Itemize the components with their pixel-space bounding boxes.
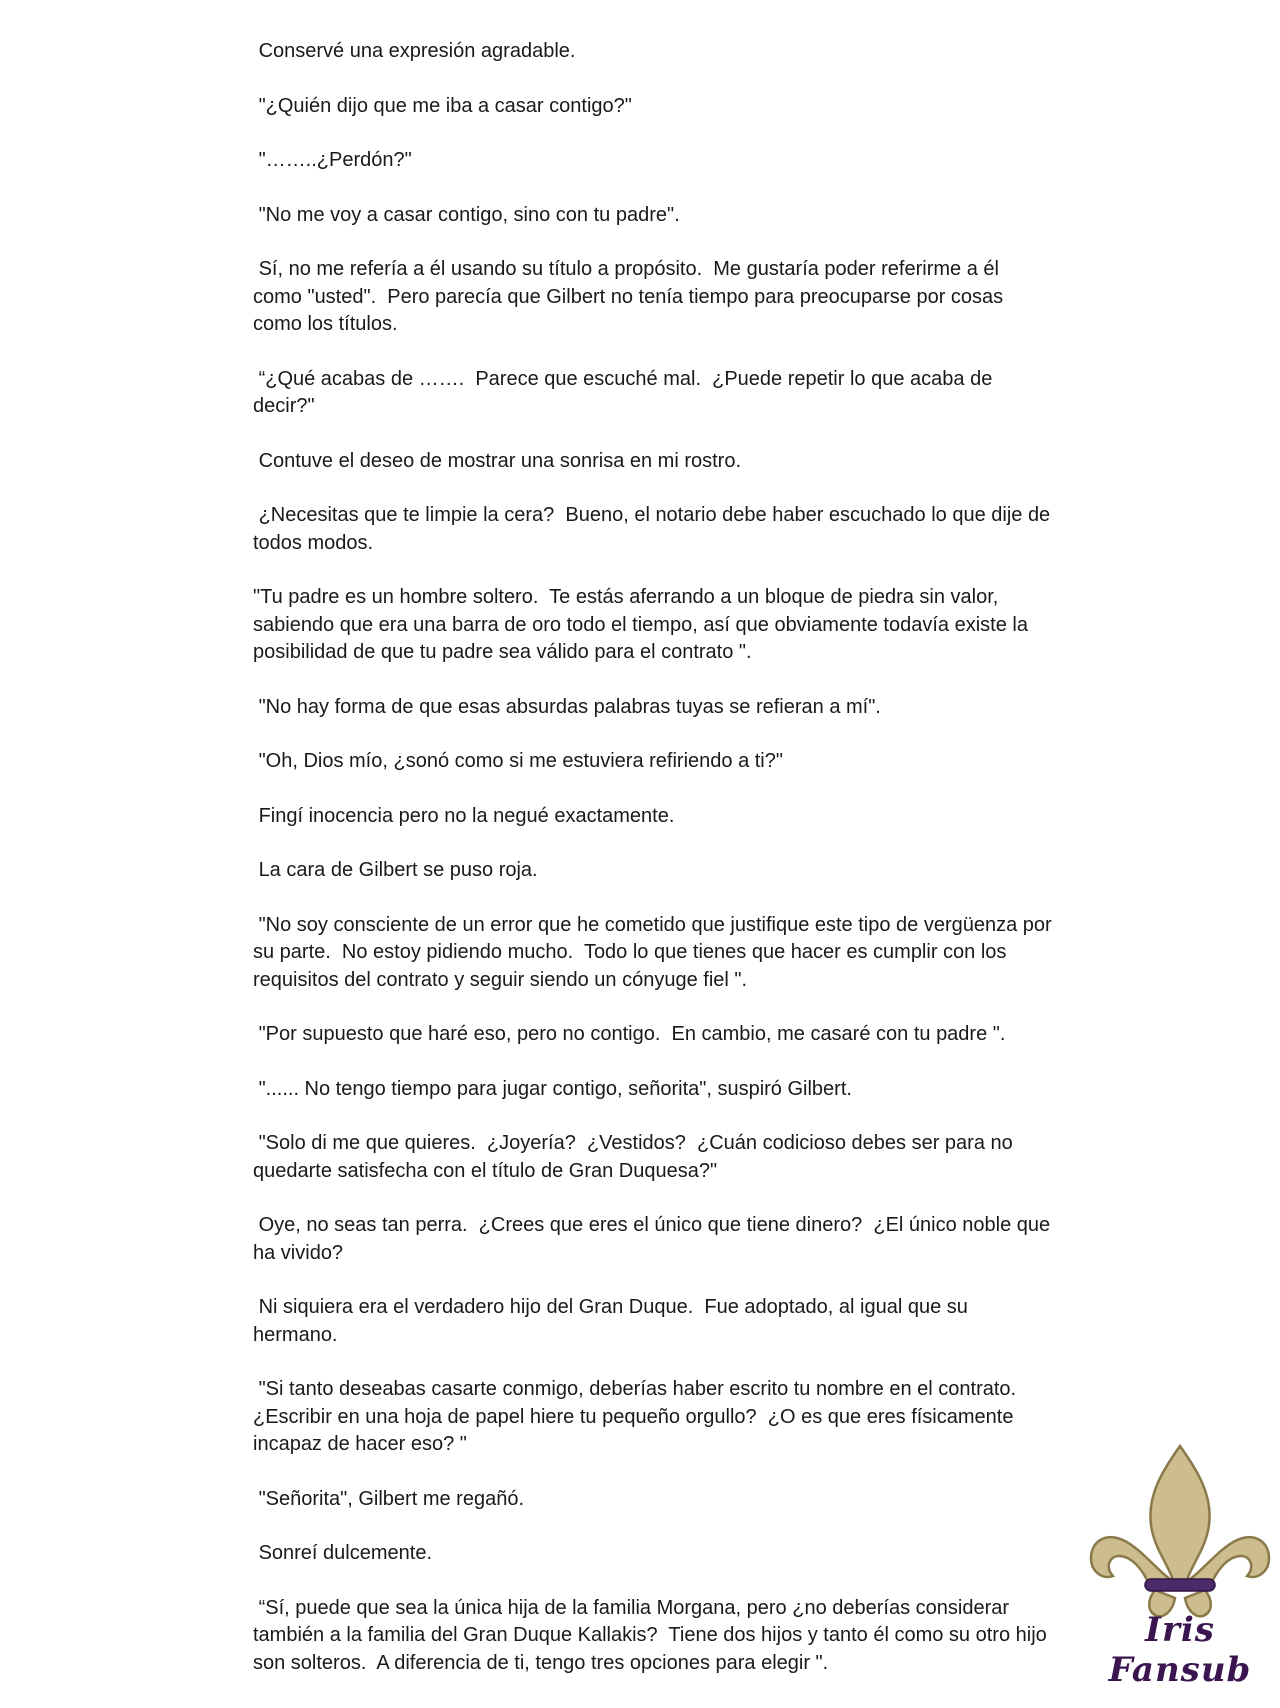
paragraph: "...... No tengo tiempo para jugar contigo, señorita", suspiró Gilbert. [253,1077,852,1100]
paragraph: "Tu padre es un hombre soltero. Te estás aferrando a un bloque de piedra sin valor, sabiendo que era una barra de oro todo el tiempo, así que obviamente todavía existe la posibilidad de que tu padre sea válido para el contrato ". [253,586,1034,663]
paragraph: "Por supuesto que haré eso, pero no contigo. En cambio, me casaré con tu padre ". [253,1023,1006,1045]
paragraph: "Señorita", Gilbert me regañó. [253,1487,525,1510]
paragraph: "Solo di me que quieres. ¿Joyería? ¿Vestidos? ¿Cuán codicioso debes ser para no quedarte satisfecha con el título de Gran Duquesa?" [253,1132,1019,1182]
paragraph: Sí, no me refería a él usando su título a propósito. Me gustaría poder referirme a él como "usted". Pero parecía que Gilbert no tenía tiempo para preocuparse por cosas como los títulos. [253,258,1009,335]
paragraph: "Si tanto deseabas casarte conmigo, deberías haber escrito tu nombre en el contrato. ¿Escribir en una hoja de papel hiere tu pequeño orgullo? ¿O es que eres físicamente incapaz de hacer eso? " [253,1378,1028,1455]
paragraph: "No me voy a casar contigo, sino con tu padre". [253,203,680,226]
paragraph: "No soy consciente de un error que he cometido que justifique este tipo de vergüenza por su parte. No estoy pidiendo mucho. Todo lo que tienes que hacer es cumplir con los requisitos del contrato y seguir siendo un cónyuge fiel ". [253,913,1058,991]
watermark-text: Iris Fansub [1108,1610,1252,1690]
paragraph: "No hay forma de que esas absurdas palabras tuyas se refieran a mí". [253,695,881,718]
paragraph: Fingí inocencia pero no la negué exactamente. [253,804,675,827]
fleur-de-lis-icon [1085,1440,1275,1630]
paragraph: “Sí, puede que sea la única hija de la familia Morgana, pero ¿no deberías considerar también a la familia del Gran Duque Kallakis? Tiene dos hijos y tanto él como su otro hijo son solteros. A diferencia de ti, tengo tres opciones para elegir ". [253,1596,1053,1674]
watermark-logo [1085,1440,1275,1700]
paragraph: Contuve el deseo de mostrar una sonrisa en mi rostro. [253,449,742,472]
paragraph: Sonreí dulcemente. [253,1542,432,1564]
paragraph: "Oh, Dios mío, ¿sonó como si me estuviera refiriendo a ti?" [253,750,783,772]
paragraph: “¿Qué acabas de ……. Parece que escuché mal. ¿Puede repetir lo que acaba de decir?" [253,367,998,417]
paragraph: ¿Necesitas que te limpie la cera? Bueno, el notario debe haber escuchado lo que dije de todos modos. [253,504,1056,554]
paragraph: La cara de Gilbert se puso roja. [253,859,538,881]
document-body [253,38,1058,1704]
paragraph: Ni siquiera era el verdadero hijo del Gran Duque. Fue adoptado, al igual que su hermano. [253,1296,974,1346]
paragraph: "……..¿Perdón?" [253,149,412,171]
paragraph: "¿Quién dijo que me iba a casar contigo?" [253,94,632,117]
paragraph: Oye, no seas tan perra. ¿Crees que eres el único que tiene dinero? ¿El único noble que ha vivido? [253,1214,1056,1264]
paragraph: Conservé una expresión agradable. [253,40,576,62]
